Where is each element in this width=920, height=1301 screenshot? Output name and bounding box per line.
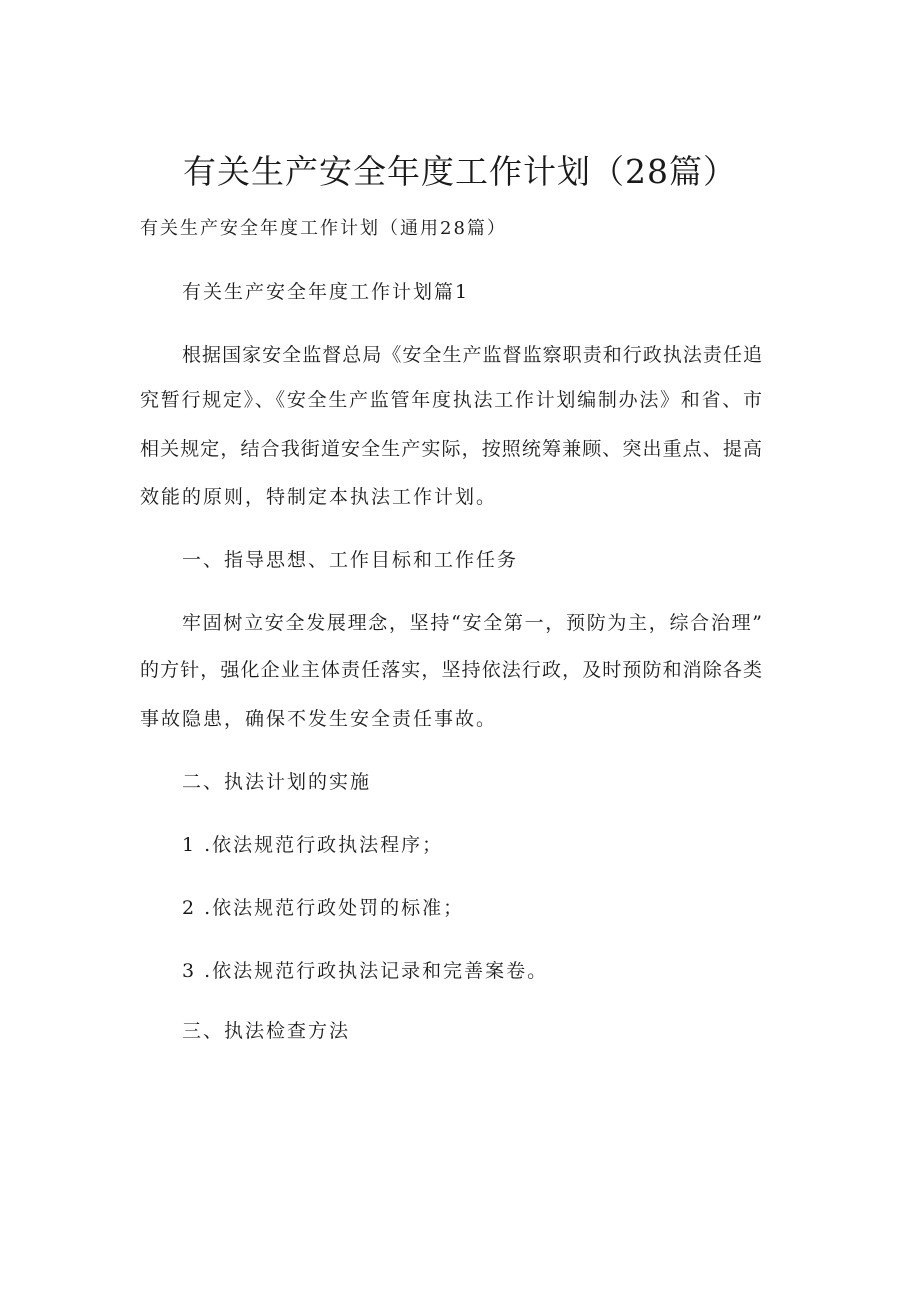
document-subtitle: 有关生产安全年度工作计划（通用28篇） (140, 218, 507, 239)
heading-guiding-ideology: 一、指导思想、工作目标和工作任务 (182, 549, 519, 571)
paragraph-line: 究暂行规定》、《安全生产监管年度执法工作计划编制办法》和省、市 (140, 389, 762, 411)
paragraph-line: 根据国家安全监督总局《安全生产监督监察职责和行政执法责任追 (182, 344, 762, 366)
heading-enforcement-plan: 二、执法计划的实施 (182, 771, 372, 793)
paragraph-line: 相关规定，结合我街道安全生产实际，按照统筹兼顾、突出重点、提高 (140, 438, 762, 460)
paragraph-line: 的方针，强化企业主体责任落实，坚持依法行政，及时预防和消除各类 (140, 659, 762, 681)
paragraph-line: 牢固树立安全发展理念，坚持“安全第一，预防为主，综合治理” (182, 612, 762, 634)
list-item: 1 .依法规范行政执法程序； (182, 834, 444, 856)
section-heading: 有关生产安全年度工作计划篇1 (182, 281, 470, 303)
list-item: 2 .依法规范行政处罚的标准； (182, 897, 465, 919)
paragraph-line: 效能的原则，特制定本执法工作计划。 (140, 486, 498, 508)
document-title: 有关生产安全年度工作计划（28篇） (183, 152, 737, 191)
heading-inspection-method: 三、执法检查方法 (182, 1020, 351, 1042)
paragraph-line: 事故隐患，确保不发生安全责任事故。 (140, 708, 498, 730)
list-item: 3 .依法规范行政执法记录和完善案卷。 (182, 960, 549, 982)
